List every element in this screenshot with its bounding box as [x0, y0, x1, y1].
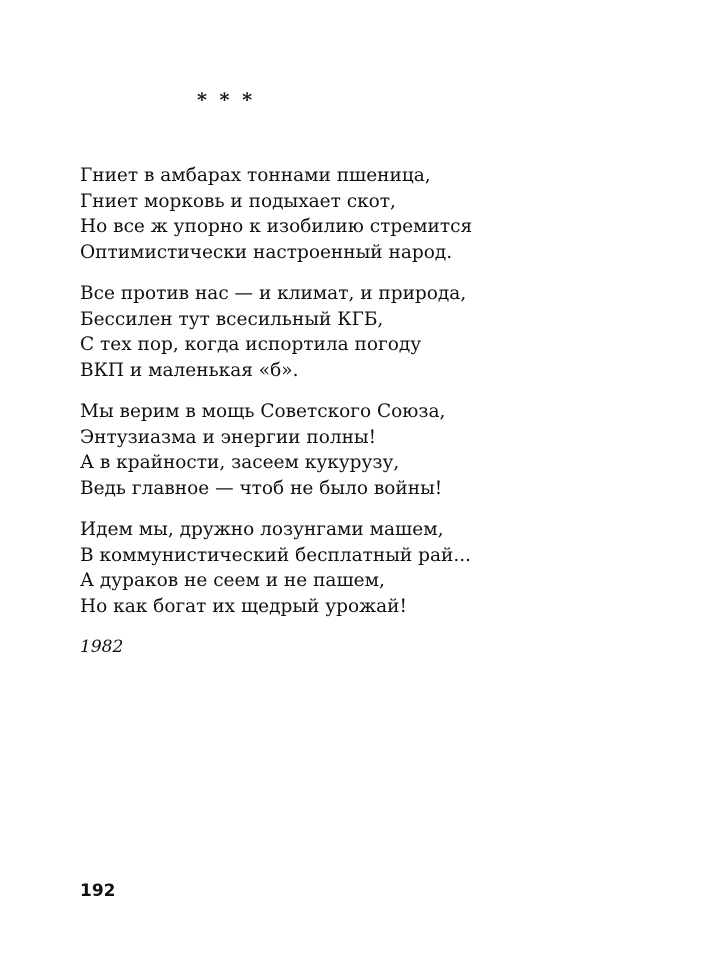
- poem-line: Ведь главное — чтоб не было войны!: [80, 477, 443, 499]
- poem-line: Идем мы, дружно лозунгами машем,: [80, 519, 444, 540]
- poem-line: А дураков не сеем и не пашем,: [80, 570, 385, 591]
- poem-line: Гниет в амбарах тоннами пшеница,: [80, 165, 431, 186]
- stanza-1: [80, 163, 680, 265]
- poem-line: В коммунистический бесплатный рай...: [80, 544, 471, 566]
- poem-year: 1982: [80, 637, 124, 657]
- poem-line: Оптимистически настроенный народ.: [80, 241, 453, 263]
- stanza-2: [80, 281, 680, 383]
- poem-line: Гниет морковь и подыхает скот,: [80, 190, 396, 212]
- stanza-4: [80, 517, 680, 619]
- poem-line: Но все ж упорно к изобилию стремится: [80, 216, 473, 237]
- poem-line: Энтузиазма и энергии полны!: [80, 426, 377, 448]
- page-number: 192: [80, 881, 116, 901]
- poem-line: А в крайности, засеем кукурузу,: [80, 452, 400, 473]
- poem-line: Но как богат их щедрый урожай!: [80, 595, 407, 617]
- poem-line: Бессилен тут всесильный КГБ,: [80, 308, 384, 330]
- poem-line: Мы верим в мощь Советского Союза,: [80, 401, 446, 422]
- section-asterisks: * * *: [197, 89, 256, 111]
- poem-line: Все против нас — и климат, и природа,: [80, 283, 467, 304]
- poem-line: С тех пор, когда испортила погоду: [80, 334, 422, 355]
- stanza-3: [80, 399, 680, 501]
- poem: [80, 163, 680, 659]
- poem-line: ВКП и маленькая «б».: [80, 359, 299, 381]
